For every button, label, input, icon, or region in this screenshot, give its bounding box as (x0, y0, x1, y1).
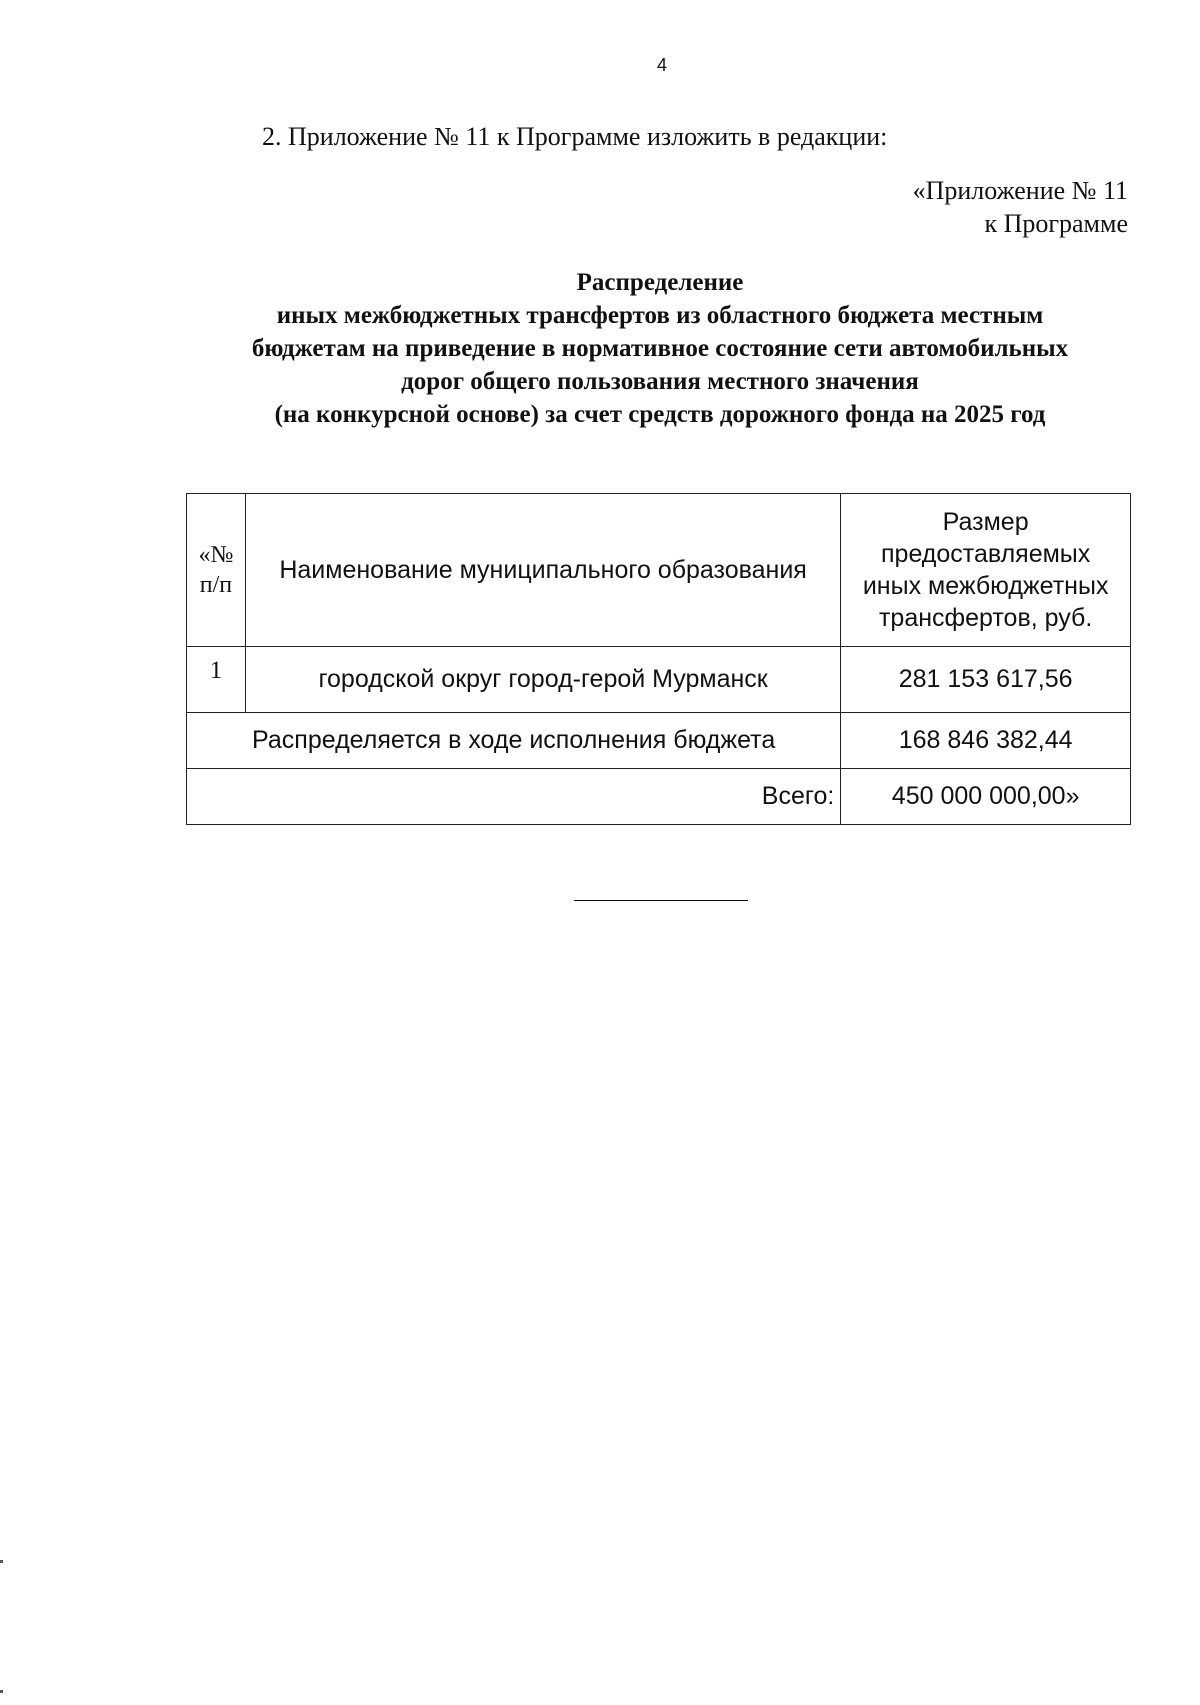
page-number: 4 (656, 55, 667, 75)
table-header-row (187, 494, 1131, 647)
total-amount-cell: 450 000 000,00» (841, 769, 1131, 825)
row-amount-cell: 281 153 617,56 (841, 647, 1131, 713)
end-of-document-line (574, 900, 748, 901)
total-row (187, 769, 1131, 825)
distribution-table (186, 493, 1131, 825)
table-row (187, 647, 1131, 713)
appendix-reference-line2: к Программе (984, 209, 1128, 238)
total-label-cell: Всего: (187, 769, 841, 825)
distributed-row (187, 713, 1131, 769)
appendix-reference (913, 174, 1128, 240)
scan-margin-mark (0, 1560, 3, 1563)
header-size-line: иных межбюджетных (862, 572, 1109, 600)
title-line: (на конкурсной основе) за счет средств дорожного фонда на 2025 год (274, 401, 1046, 428)
header-size-line: предоставляемых (881, 540, 1091, 568)
header-number-cell (187, 494, 246, 647)
document-title (190, 266, 1130, 431)
scan-margin-mark (0, 1690, 3, 1693)
distributed-amount-cell: 168 846 382,44 (841, 713, 1131, 769)
row-number-cell: 1 (187, 647, 246, 713)
title-line: дорог общего пользования местного значения (401, 368, 919, 395)
header-number-line1: «№ (198, 542, 234, 568)
title-line: иных межбюджетных трансфертов из областного бюджета местным (276, 302, 1044, 329)
row-name-cell: городской округ город-герой Мурманск (245, 647, 840, 713)
title-line: Распределение (576, 269, 744, 296)
header-size-cell (841, 494, 1131, 647)
header-size-line: трансфертов, руб. (878, 604, 1093, 632)
distributed-label-cell: Распределяется в ходе исполнения бюджета (187, 713, 841, 769)
header-name-cell: Наименование муниципального образования (245, 494, 840, 647)
appendix-reference-line1: «Приложение № 11 (912, 176, 1128, 205)
header-number-line2: п/п (199, 572, 233, 598)
title-line: бюджетам на приведение в нормативное состояние сети автомобильных (251, 335, 1069, 362)
intro-text: 2. Приложение № 11 к Программе изложить в редакции: (262, 122, 888, 151)
header-size-line: Размер (942, 508, 1029, 536)
